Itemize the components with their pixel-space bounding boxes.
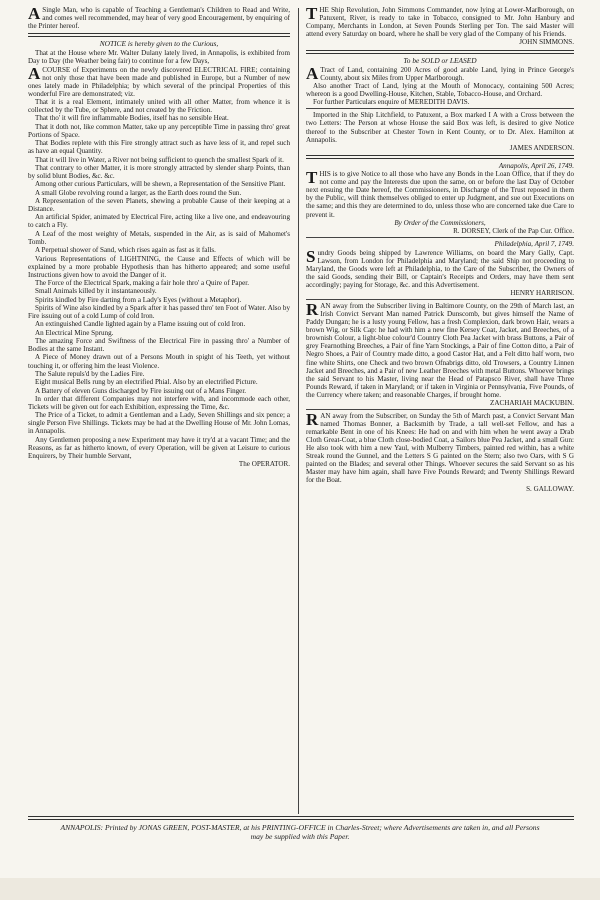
experiment-item: A Battery of eleven Guns discharged by Fire issuing out of a Mans Finger. [35,386,247,395]
experiment-item: Among other curious Particulars, will be shewn, a Representation of the Sensitive Plant. [35,180,286,189]
course-paragraph: ACOURSE of Experiments on the newly discovered ELECTRICAL FIRE; containing not only those that have been made and published in Europe, but a Number of new ones lately made in Philadelphia; by which several of the principal Properties of this wonderful Fire are demonstrated; viz. [28,63,290,98]
experiment-item: That it doth not, like common Matter, take up any perceptible Time in passing thro' great Portions of Space. [28,122,290,139]
goods-ad: Sundry Goods being shipped by Lawrence Williams, on board the Mary Gally, Capt. Lawson, from London for Philadelphia and Maryland; the said Ship not proceeding to Maryland, the Goods were left at Philadelphia, to the Care of the Subscriber, the Owners of the said Goods, sending their Bill, or Captain's Receipts and Orders, may have them sent accordingly; paying for Storage, &c. and this Advertisement. [306,246,574,289]
sold-ad-3: For further Particulars enquire of MEREDITH DAVIS. [313,98,470,107]
experiment-item: A Leaf of the most weighty of Metals, suspended in the Air, as is said of Mahomet's Tomb. [28,229,290,246]
by-order: By Order of the Commissioners, [394,218,486,227]
right-column [306,6,574,493]
goods-signature: HENRY HARRISON. [510,289,574,298]
loan-office-notice: THIS is to give Notice to all those who have any Bonds in the Loan Office, that if they do not come and pay the Interests due upon the same, on or before the last Day of October next ensuing the Date hereof, the Commissioners, in Discharge of the Trust reposed in them by the Public, will think themselves obliged to enter up Judgment, and sue out Executions on the same; and this they are determined to do, unless those who are concerned take due Care to prevent it. [306,168,574,219]
experiment-item: A Perpetual shower of Sand, which rises again as fast as it falls. [35,246,216,255]
experiment-item: An artificial Spider, animated by Electrical Fire, acting like a live one, and endeavouring to catch a Fly. [28,213,290,230]
experiment-item: In order that different Companies may not interfere with, and incommode each other, Tickets will be given out for each Exhibition, expressing the Time, &c. [28,394,290,411]
rule [306,108,574,109]
experiment-item: Eight musical Bells rung by an electrified Phial. Also by an electrified Picture. [35,378,258,387]
experiment-item: A Piece of Money drawn out of a Persons Mouth in spight of his Teeth, yet without touching it, or offering him the least Violence. [28,353,290,370]
teacher-ad: ASingle Man, who is capable of Teaching a Gentleman's Children to Read and Write, and comes well recommended, may hear of very good Encouragement, by enquiring of the Printer hereof. [28,4,290,31]
experiment-item: A small Globe revolving round a larger, as the Earth does round the Sun. [35,188,242,197]
footer-rule [28,816,574,820]
dateline-philadelphia: Philadelphia, April 7, 1749. [494,240,574,249]
experiment-item: Any Gentlemen proposing a new Experiment may have it try'd at a vacant Time; and the Reasons, as far as hitherto known, of every Operation, will be given at Leisure to curious Enquirers, by Their humble Servant, [28,435,290,460]
operator-signature: The OPERATOR. [238,460,290,469]
experiment-item: The Salute repuls'd by the Ladies Fire. [35,369,145,378]
experiment-item: The Force of the Electrical Spark, making a fair hole thro' a Quire of Paper. [35,278,250,287]
rule [306,409,574,410]
experiment-item: Spirits of Wine also kindled by a Spark after it has passed thro' ten Foot of Water. Also by Fire issuing out of a cold Lump of cold Iron. [28,303,290,321]
experiment-item: That contrary to other Matter, it is more strongly attracted by slender sharp Points, than by solid blunt Bodies, &c. &c. [28,163,290,180]
experiment-item: The amazing Force and Swiftness of the Electrical Fire in passing thro' a Number of Bodies at the same Instant. [28,337,290,354]
rule [306,155,574,159]
left-column [28,6,290,468]
rule [306,299,574,300]
experiment-item: A Representation of the seven Planets, shewing a probable Cause of their keeping at a Distance. [28,197,290,214]
imprint-footer: ANNAPOLIS: Printed by JONAS GREEN, POST-MASTER, at his PRINTING-OFFICE in Charles-Street; where Advertisements are taken in, and all Persons may be supplied with this Paper. [60,823,540,841]
sold-ad-2: Also another Tract of Land, lying at the Mouth of Monocacy, containing 500 Acres; whereon is a good Dwelling-House, Kitchen, Stable, Tobacco-House, and Orchard. [306,81,574,99]
runaway-signature-1: ZACHARIAH MACKUBIN. [490,399,574,408]
experiment-item: An extinguished Candle lighted again by a Flame issuing out of cold Iron. [35,320,246,329]
rule [306,237,574,238]
imported-signature: JAMES ANDERSON. [509,143,574,152]
notice-intro: That at the House where Mr. Walter Dulany lately lived, in Annapolis, is exhibited from Day to Day (the Weather being fair) to continue for a few Days, [28,49,290,66]
sold-ad: ATract of Land, containing 200 Acres of good arable Land, lying in Prince George's County, about six Miles from Upper Marlborough. [306,63,574,83]
experiment-item: The Price of a Ticket, to admit a Gentleman and a Lady, Seven Shillings and six pence; a single Person Five Shillings. Tickets may be had at the Dwelling House of Mr. John Lomas, in Annapolis. [28,411,290,436]
runaway-ad-2: RAN away from the Subscriber, on Sunday the 5th of March past, a Convict Servant Man named Thomas Bonner, a Backsmith by Trade, a tall well-set Fellow, and has a remarkable Bent in one of his Knees: He had on and with him when he went away a Drab Cloth Great-Coat, a blue Cloth close-bodied Coat, a Sailors blue Pea Jacket, and a small Gun: He also took with him a new Yaul, with Mulberry Timbers, painted red within, has a white Streak round the Gunnel, and the Letters S G painted on the Stern; also two Oars, with S G painted on the Blades; and several other Things. Whoever secures the said Servant so as his Master may have him again, shall have Five Pounds Reward; and Twenty Shillings Reward for the Boat. [306,410,574,485]
loan-office-signature: R. DORSEY, Clerk of the Pap Cur. Office. [453,227,574,236]
experiment-item: An Electrical Mine Sprung. [35,328,114,337]
experiment-item: That Bodies replete with this Fire strongly attract such as have less of it, and repel such as have an equal Quantity. [28,139,290,156]
experiment-item: That tho' it will fire inflammable Bodies, itself has no sensible Heat. [35,114,229,123]
runaway-ad-1: RAN away from the Subscriber living in Baltimore County, on the 29th of March last, an Irish Convict Servant Man named Patrick Dunscomb, but gives himself the Name of Paddy Dungan; he is a lusty young Fellow, has a fresh Complexion, dark brown Hair, wears a brown Wig, or Silk Cap: he had with him a new fine Kersey Coat, Jacket, and Breeches, of a brownish Colour, a light-blue colour'd Country Cloth Pea Jacket with brass Buttons, a Pair of grey Fearnothing Breeches, a Pair of fine Yarn Stockings, a Pair of fine Cotton ditto, a Pair of Negro Shoes, a Pair of Country made ditto, a good Castor Hat, and a Felt ditto half worn, two fine white Shirts, one Check and two brown Ofnabrigs ditto, old Trowsers, a Country Linnen Jacket and Breeches, and a Pair of new Leather Breeches with metal Buttons. Whoever brings the said Servant to his Master, living near the Head of Patapsco River, shall have Three Pounds Reward, if taken in Maryland; or if taken in Virginia or Pennsylvania, Five Pounds, of the Currency where taken; and reasonable Charges, if brought home. [306,300,574,399]
ship-ad: THE Ship Revolution, John Simmons Commander, now lying at Lower-Marlborough, on Patuxent, River, is ready to take in Tobacco, consigned to Mr. John Hanbury and Company, Merchants in London, at Seven Pounds Sterling per Ton. The said Master will attend every Saturday on board, where he shall be very glad of the Company of his Friends. [306,4,574,39]
page-margin [0,878,600,900]
imported-ad: Imported in the Ship Litchfield, to Patuxent, a Box marked I A with a Cross between the two Letters: The Person at whose House the said Box was left, is desired to give Notice thereof to the Subscriber at Chester Town in Kent County, or to Dr. Alex. Hamilton at Annapolis. [306,111,574,144]
experiment-item: Various Representations of LIGHTNING, the Cause and Effects of which will be explained by a more probable Hypothesis than has hitherto appeared; and some useful Instructions given how to avoid the Danger of it. [28,254,290,279]
experiment-item: Small Animals killed by it instantaneously. [35,287,157,296]
ship-signature: JOHN SIMMONS. [519,38,574,47]
experiment-item: That it is a real Element, intimately united with all other Matter, from whence it is collected by the Tube, or Sphere, and not created by the Friction. [28,98,290,115]
rule [28,33,290,37]
sold-heading: To be SOLD or LEASED [403,55,477,65]
rule [306,50,574,54]
dateline-annapolis: Annapolis, April 26, 1749. [498,161,574,170]
experiment-list [28,98,290,460]
experiment-item: That it will live in Water, a River not being sufficient to quench the smallest Spark of it. [35,155,284,164]
runaway-signature-2: S. GALLOWAY. [526,484,574,493]
experiment-item: Spirits kindled by Fire darting from a Lady's Eyes (without a Metaphor). [35,295,242,304]
notice-heading: NOTICE is hereby given to the Curious, [99,39,219,49]
column-divider [298,8,299,814]
